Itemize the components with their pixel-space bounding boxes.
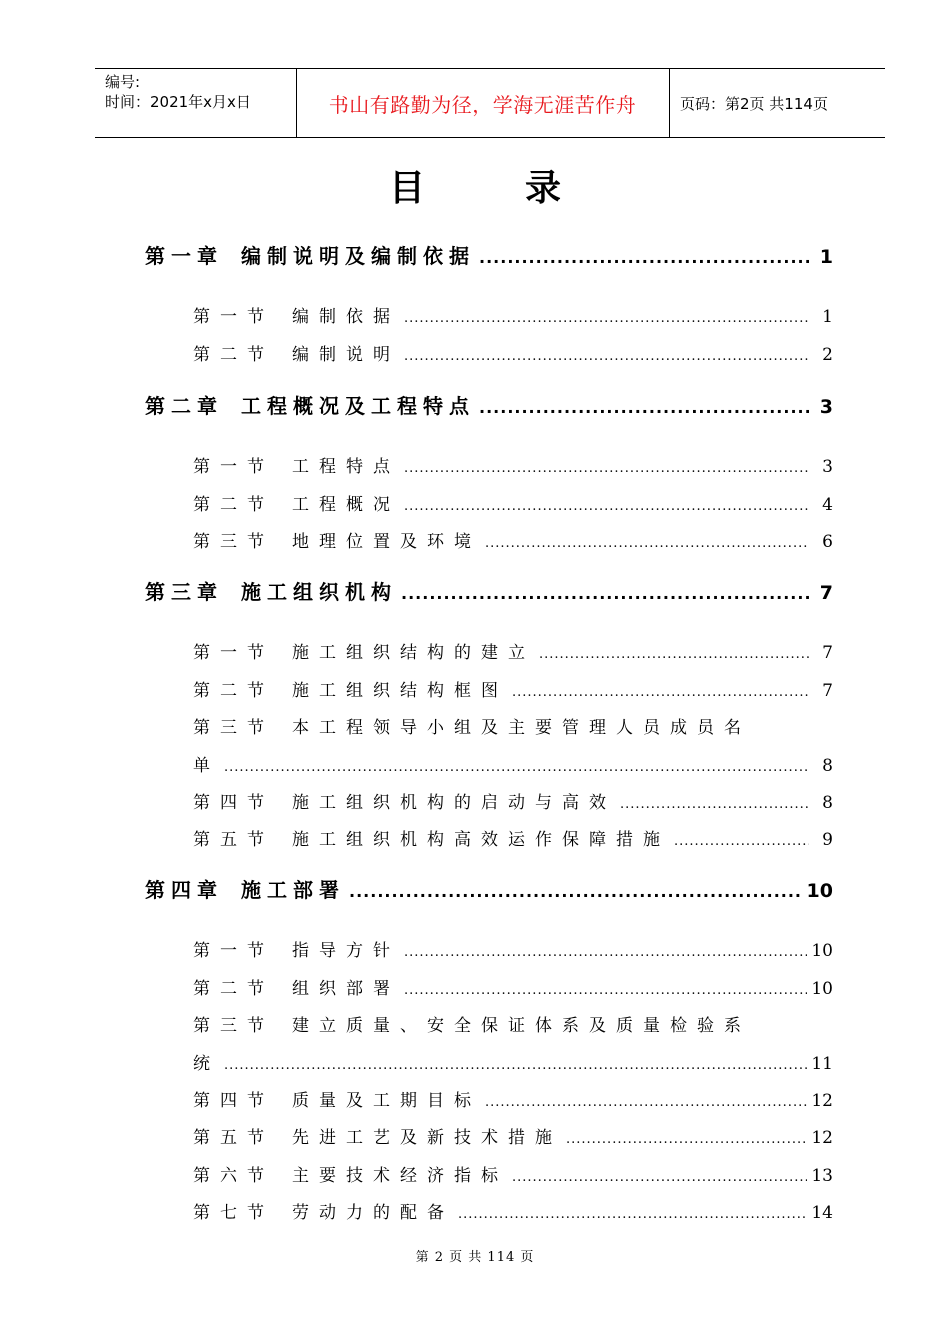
toc-entry-title: 工程概况及工程特点	[241, 394, 475, 418]
toc-entry-number: 第三节	[193, 718, 274, 738]
toc-leader-dots	[566, 1132, 807, 1147]
toc-leader-dots	[539, 647, 809, 662]
toc-entry-number: 第四节	[193, 793, 274, 813]
toc-entry-title: 编制依据	[292, 307, 400, 327]
toc-leader-dots	[512, 1170, 807, 1185]
header-info-cell	[95, 69, 297, 137]
toc-entry-title: 质量及工期目标	[292, 1091, 481, 1111]
toc-entry-title: 编制说明	[292, 345, 400, 365]
toc-leader-dots	[485, 1095, 807, 1110]
toc-entry-number: 第二节	[193, 345, 274, 365]
toc-entry-number: 第一节	[193, 941, 274, 961]
toc-page-number: 7	[819, 582, 833, 604]
toc-entry-title: 主要技术经济指标	[292, 1166, 508, 1186]
toc-chapter-entry[interactable]	[145, 240, 833, 269]
toc-entry-label	[193, 788, 616, 813]
toc-page-number: 11	[811, 1054, 833, 1074]
toc-page-number: 10	[811, 979, 833, 999]
toc-entry-label	[193, 527, 481, 552]
toc-page-number: 6	[822, 532, 833, 552]
toc-entry-title: 施工组织机构高效运作保障措施	[292, 830, 670, 850]
toc-leader-dots	[401, 584, 809, 603]
toc-leader-dots	[404, 311, 809, 326]
toc-entry-title: 施工组织机构	[241, 580, 397, 604]
toc-entry-label	[193, 1198, 454, 1223]
toc-section-entry[interactable]	[193, 340, 833, 365]
toc-page-number: 12	[811, 1128, 833, 1148]
toc-entry-label	[193, 1161, 508, 1186]
page-label: 页码：第2页 共114页	[680, 94, 828, 113]
toc-entry-number: 第五节	[193, 830, 274, 850]
page-footer: 第 2 页 共 114 页	[415, 1250, 535, 1265]
toc-entry-title: 先进工艺及新技术措施	[292, 1128, 562, 1148]
toc-entry-number: 第一节	[193, 457, 274, 477]
toc-entry-title: 建立质量、安全保证体系及质量检验系	[292, 1016, 751, 1036]
toc-leader-dots	[458, 1207, 807, 1222]
toc-section-entry[interactable]	[193, 936, 833, 961]
toc-entry-number: 第三节	[193, 1016, 274, 1036]
toc-entry-label	[193, 302, 400, 327]
toc-entry-title: 指导方针	[292, 941, 400, 961]
toc-entry-label	[193, 1086, 481, 1111]
toc-section-entry[interactable]	[193, 638, 833, 663]
toc-entry-number: 第二节	[193, 681, 274, 701]
toc-entry-continuation[interactable]	[193, 1049, 833, 1074]
toc-entry-number: 第一节	[193, 643, 274, 663]
toc-entry-label	[193, 1011, 751, 1036]
toc-entry-label	[193, 825, 670, 850]
toc-entry-title: 组织部署	[292, 979, 400, 999]
toc-leader-dots	[404, 499, 809, 514]
toc-entry-title: 工程特点	[292, 457, 400, 477]
toc-entry-number: 第五节	[193, 1128, 274, 1148]
toc-section-entry[interactable]	[193, 1086, 833, 1111]
toc-page-number: 7	[822, 681, 833, 701]
motto: 书山有路勤为径，学海无涯苦作舟	[296, 69, 670, 137]
toc-entry-label	[193, 676, 508, 701]
toc-page-number: 8	[822, 756, 833, 776]
toc-page-number: 13	[811, 1166, 833, 1186]
toc-entry-continuation-text: 统	[193, 1054, 220, 1074]
toc-page-number: 14	[811, 1203, 833, 1223]
toc-entry-number: 第三节	[193, 532, 274, 552]
toc-page-number: 4	[822, 495, 833, 515]
toc-section-entry[interactable]	[193, 1198, 833, 1223]
toc-leader-dots	[674, 834, 809, 849]
toc-section-entry[interactable]	[193, 452, 833, 477]
toc-chapter-entry[interactable]	[145, 576, 833, 605]
toc-section-entry[interactable]	[193, 676, 833, 701]
toc-leader-dots	[404, 983, 807, 998]
toc-entry-label	[193, 340, 400, 365]
toc-leader-dots	[620, 797, 809, 812]
toc-section-entry[interactable]	[193, 1123, 833, 1148]
toc-section-entry[interactable]	[193, 302, 833, 327]
toc-section-entry[interactable]	[193, 490, 833, 515]
toc-entry-title: 工程概况	[292, 495, 400, 515]
toc-entry-label	[145, 390, 475, 419]
toc-entry-number: 第二节	[193, 495, 274, 515]
toc-entry-number: 第二章	[145, 394, 223, 418]
toc-entry-title: 编制说明及编制依据	[241, 244, 475, 268]
toc-page-number: 3	[822, 457, 833, 477]
toc-page-number: 8	[822, 793, 833, 813]
toc-chapter-entry[interactable]	[145, 874, 833, 903]
toc-entry-title: 施工组织结构的建立	[292, 643, 535, 663]
toc-entry-label	[193, 452, 400, 477]
toc-entry-number: 第四章	[145, 878, 223, 902]
toc-leader-dots	[479, 398, 809, 417]
toc-section-entry[interactable]	[193, 527, 833, 552]
toc-page-number: 10	[811, 941, 833, 961]
toc-page-number: 10	[806, 880, 833, 902]
toc-page-number: 9	[822, 830, 833, 850]
page-title: 目录	[388, 168, 661, 209]
toc-entry-title: 施工组织机构的启动与高效	[292, 793, 616, 813]
toc-entry-number: 第二节	[193, 979, 274, 999]
toc-entry-number: 第一节	[193, 307, 274, 327]
toc-leader-dots	[404, 461, 809, 476]
toc-leader-dots	[224, 1058, 807, 1073]
toc-page-number: 1	[819, 246, 833, 268]
toc-leader-dots	[404, 349, 809, 364]
toc-section-entry[interactable]	[193, 713, 833, 738]
toc-leader-dots	[485, 536, 809, 551]
toc-entry-label	[145, 240, 475, 269]
toc-entry-number: 第六节	[193, 1166, 274, 1186]
toc-section-entry[interactable]	[193, 1161, 833, 1186]
toc-entry-number: 第四节	[193, 1091, 274, 1111]
toc-leader-dots	[404, 945, 807, 960]
toc-entry-label	[193, 974, 400, 999]
toc-entry-label	[193, 490, 400, 515]
toc-entry-label	[193, 638, 535, 663]
toc-entry-continuation-text: 单	[193, 756, 220, 776]
toc-leader-dots	[349, 882, 803, 901]
toc-section-entry[interactable]	[193, 825, 833, 850]
toc-entry-title: 劳动力的配备	[292, 1203, 454, 1223]
toc-entry-continuation[interactable]	[193, 751, 833, 776]
toc-leader-dots	[479, 248, 809, 267]
toc-entry-label	[193, 1123, 562, 1148]
toc-section-entry[interactable]	[193, 974, 833, 999]
toc-entry-label	[145, 576, 397, 605]
toc-leader-dots	[224, 760, 809, 775]
toc-section-entry[interactable]	[193, 1011, 833, 1036]
time-label: 时间：2021年x月x日	[105, 93, 251, 111]
toc-page-number: 2	[822, 345, 833, 365]
toc-entry-label	[145, 874, 345, 903]
toc-entry-number: 第一章	[145, 244, 223, 268]
toc-page-number: 7	[822, 643, 833, 663]
toc-entry-title: 施工部署	[241, 878, 345, 902]
toc-page-number: 1	[822, 307, 833, 327]
toc-entry-number: 第三章	[145, 580, 223, 604]
toc-entry-label	[193, 713, 751, 738]
toc-entry-title: 地理位置及环境	[292, 532, 481, 552]
toc-page-number: 12	[811, 1091, 833, 1111]
toc-entry-title: 施工组织结构框图	[292, 681, 508, 701]
document-header	[95, 68, 885, 138]
toc-entry-number: 第七节	[193, 1203, 274, 1223]
toc-section-entry[interactable]	[193, 788, 833, 813]
toc-entry-label	[193, 936, 400, 961]
toc-entry-title: 本工程领导小组及主要管理人员成员名	[292, 718, 751, 738]
code-label: 编号:	[105, 73, 141, 91]
toc-chapter-entry[interactable]	[145, 390, 833, 419]
toc-leader-dots	[512, 685, 809, 700]
toc-page-number: 3	[819, 396, 833, 418]
